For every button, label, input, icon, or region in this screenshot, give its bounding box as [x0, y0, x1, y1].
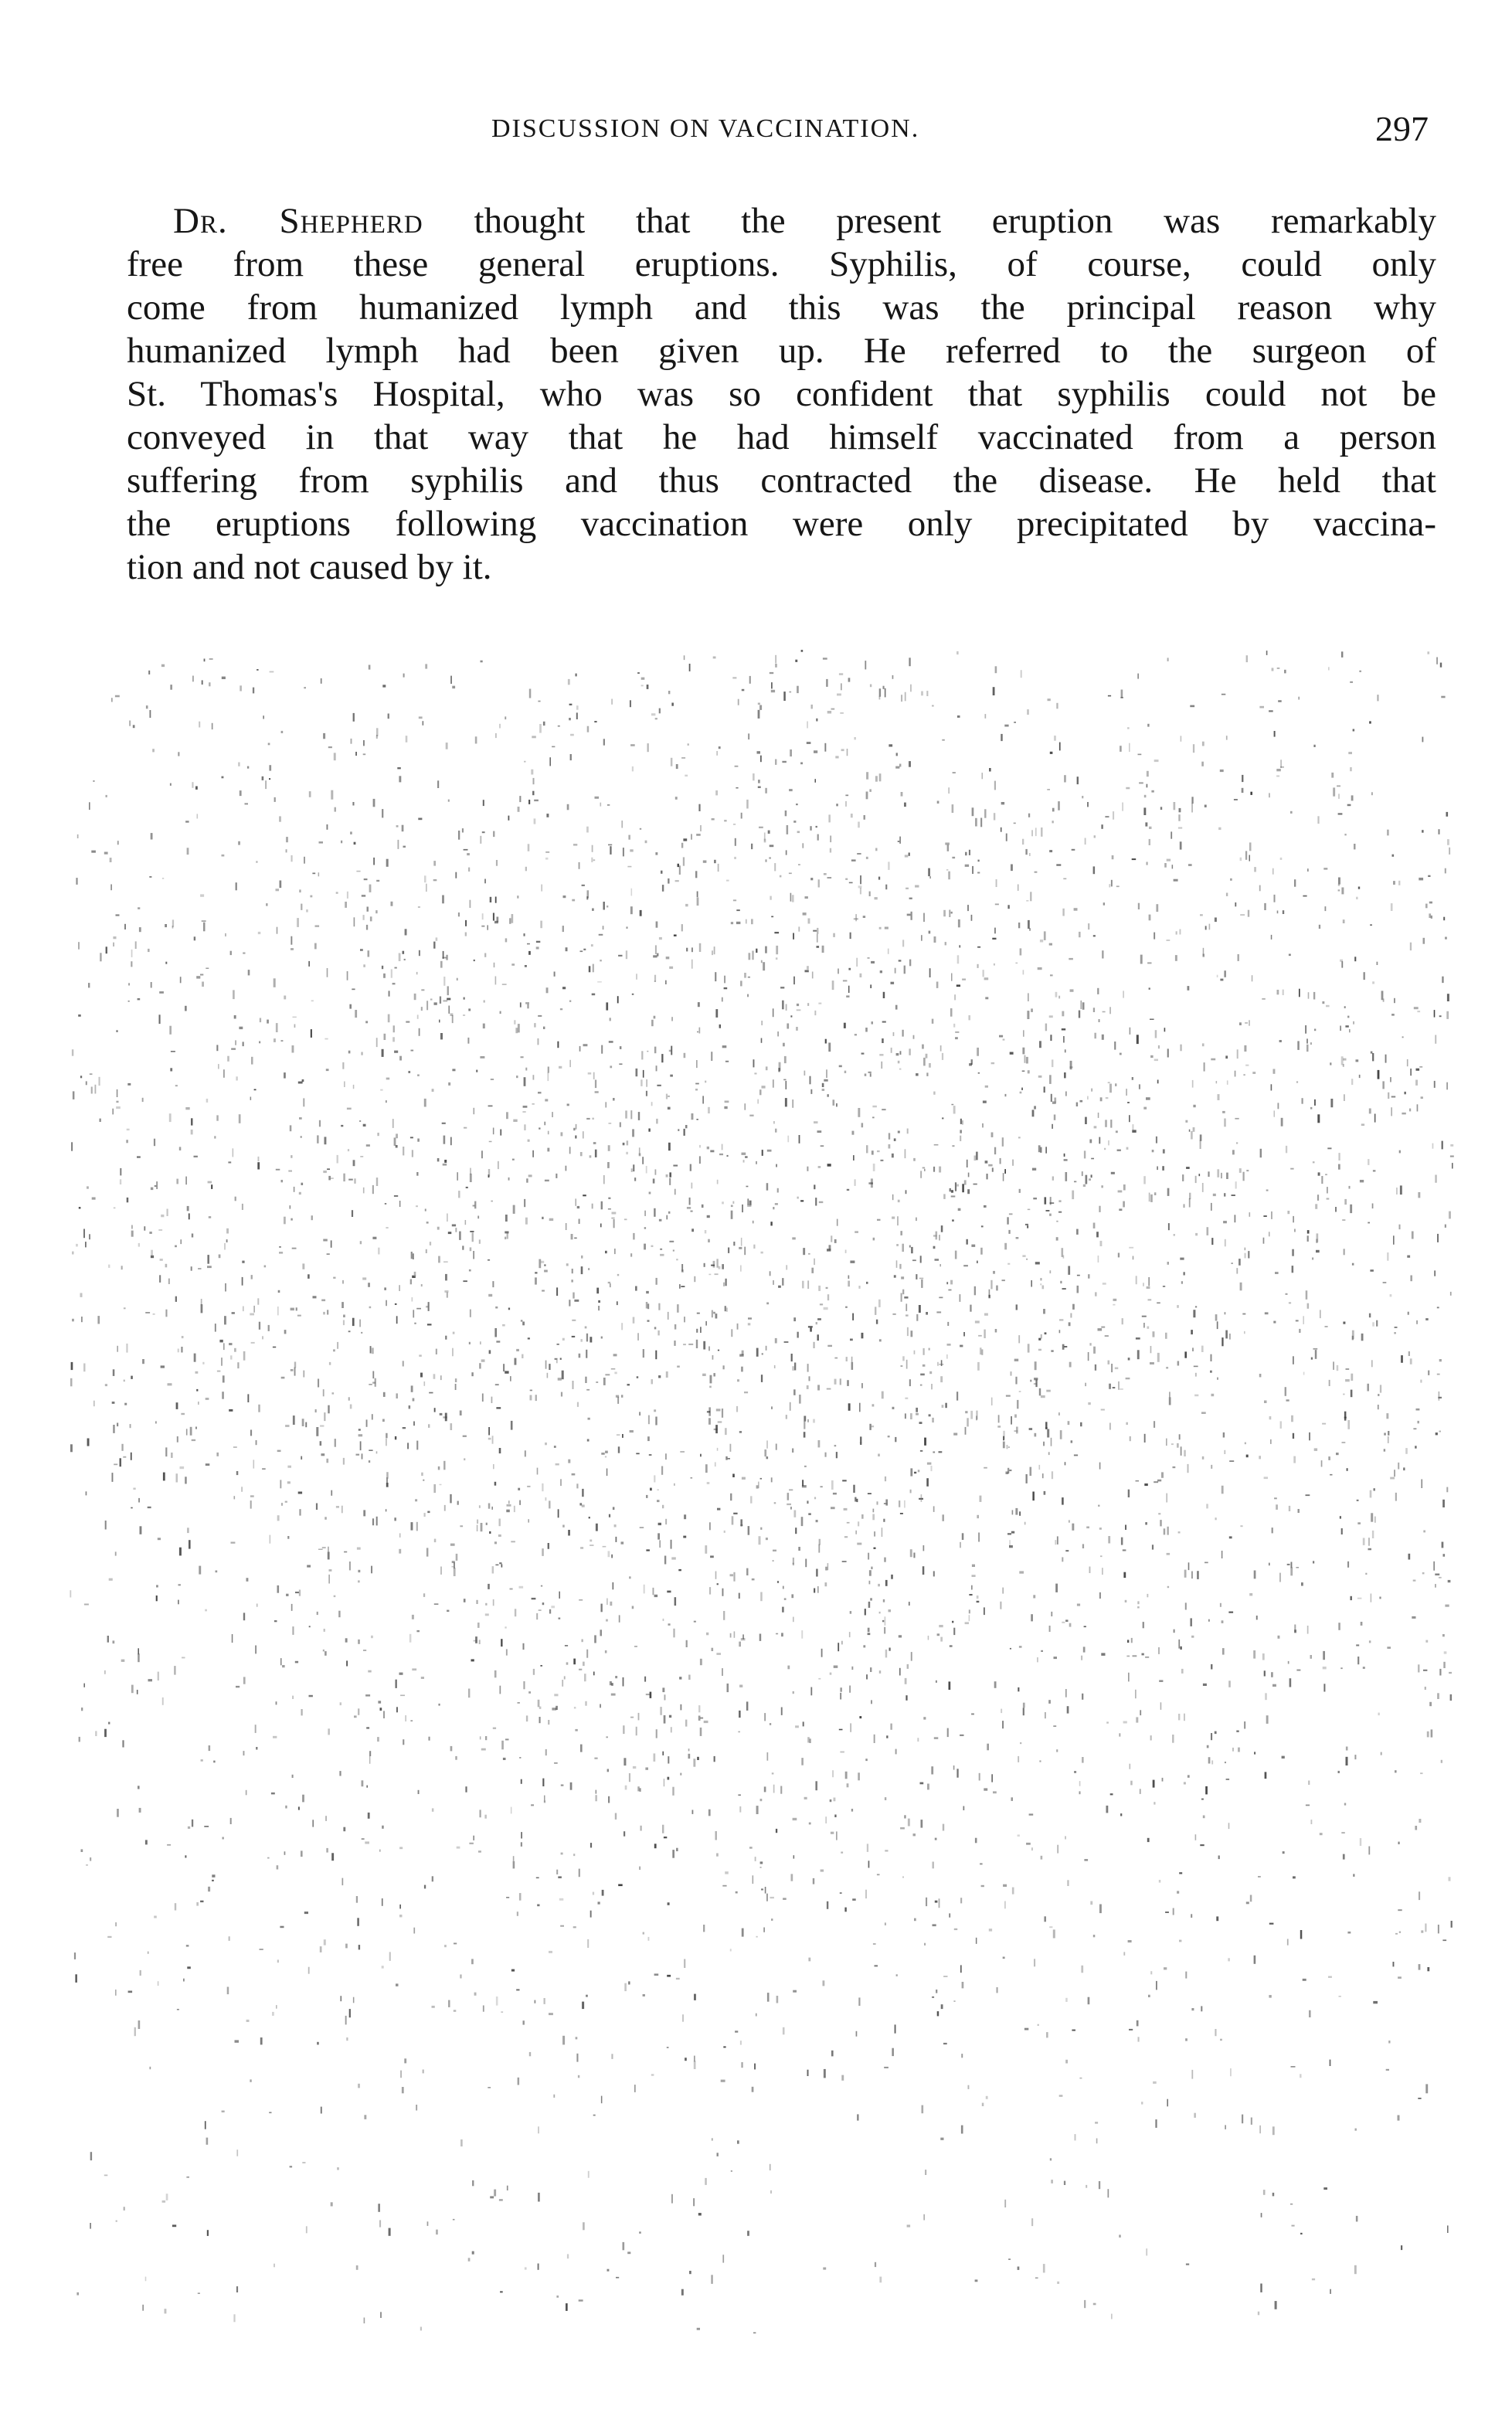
page-number: 297	[1375, 109, 1429, 148]
paragraph-line-9: tion and not caused by it.	[127, 547, 492, 587]
paragraph-line-6: conveyed in that way that he had himself vaccinated from a person	[127, 417, 1436, 457]
paragraph-line-7: suffering from syphilis and thus contracted the disease. He held that	[127, 460, 1436, 501]
running-head	[0, 109, 1512, 161]
paragraph-line-1-text: thought that the present eruption was remarkably	[423, 201, 1436, 241]
paragraph-line-3: come from humanized lymph and this was the principal reason why	[127, 287, 1436, 328]
paragraph-line-4: humanized lymph had been given up. He referred to the surgeon of	[127, 331, 1436, 371]
paragraph-line-2: free from these general eruptions. Syphilis, of course, could only	[127, 244, 1436, 284]
speaker-name: Dr. Shepherd	[173, 201, 423, 241]
paragraph	[127, 199, 1436, 589]
paragraph-line-8: the eruptions following vaccination were only precipitated by vaccina-	[127, 504, 1436, 544]
running-head-title: DISCUSSION ON VACCINATION.	[491, 114, 920, 143]
paragraph-line-5: St. Thomas's Hospital, who was so confident that syphilis could not be	[127, 374, 1436, 414]
paragraph-line-1	[127, 199, 1436, 243]
